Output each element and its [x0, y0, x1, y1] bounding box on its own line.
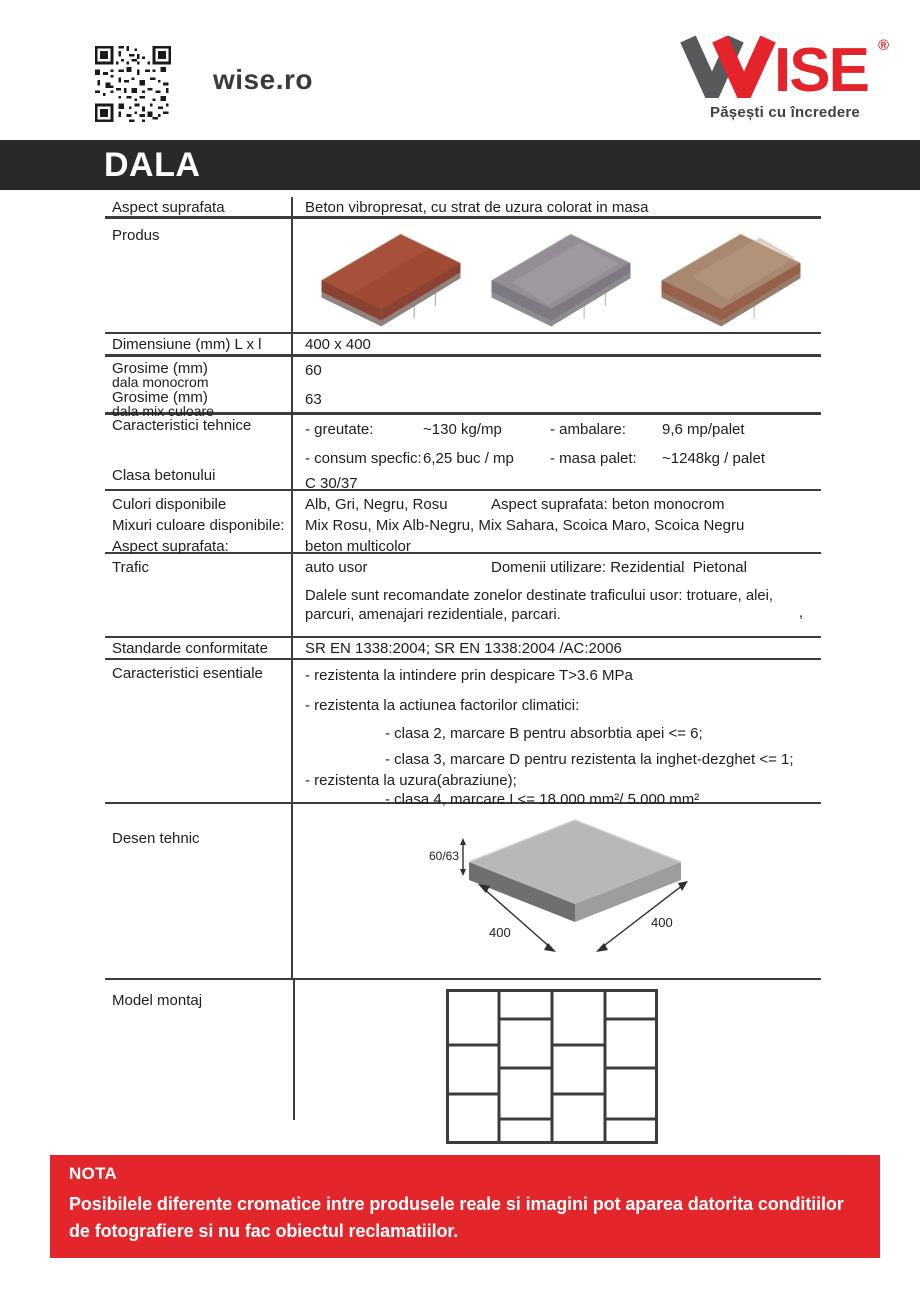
esentiale-line: - clasa 3, marcare D pentru rezistenta la inghet-dezghet <= 1;	[385, 751, 794, 768]
row-caracteristici-esentiale	[105, 660, 821, 808]
esentiale-line: - rezistenta la actiunea factorilor climatici:	[305, 697, 580, 714]
qr-code-icon	[95, 46, 171, 122]
row-culori	[105, 491, 821, 554]
spec-value: 9,6 mp/palet	[662, 421, 745, 438]
row-trafic	[105, 554, 821, 638]
grosime-monocrom-label-1: Grosime (mm)	[112, 360, 208, 377]
grosime-mix-label-1: Grosime (mm)	[112, 389, 208, 406]
product-photo-gray-tile	[481, 226, 639, 334]
aspect-label: Aspect suprafata	[105, 197, 293, 216]
product-photo-brown-tile	[651, 226, 809, 334]
grosime-monocrom-label-2: dala monocrom	[112, 374, 209, 390]
spec-value: ~130 kg/mp	[423, 421, 502, 438]
logo-ise-text: ISE	[773, 36, 868, 98]
row-grosime-monocrom	[105, 357, 821, 390]
culori-value: Alb, Gri, Negru, Rosu	[305, 496, 448, 513]
grosime-mix-value: 63	[305, 391, 322, 408]
culori-value-line	[305, 494, 821, 515]
esentiale-label: Caracteristici esentiale	[105, 660, 293, 802]
spec-table	[105, 197, 821, 1142]
montaj-label: Model montaj	[112, 992, 203, 1009]
aspect-value: Beton vibropresat, cu strat de uzura colorat in masa	[305, 199, 649, 216]
trafic-value: auto usor	[305, 559, 368, 576]
esentiale-line: - clasa 2, marcare B pentru absorbtia apei <= 6;	[385, 725, 703, 742]
row-model-montaj	[105, 980, 821, 1142]
grosime-monocrom-value: 60	[305, 362, 322, 379]
spec-key: - greutate:	[305, 421, 374, 438]
tehnice-label: Caracteristici tehnice	[112, 417, 252, 434]
technical-drawing	[423, 812, 723, 972]
page-title: DALA	[104, 145, 201, 184]
spec-key: - consum specfic:	[305, 450, 422, 467]
row-grosime-mix	[105, 386, 821, 419]
produs-label: Produs	[105, 219, 293, 332]
title-bar	[0, 140, 920, 190]
dimensiune-label: Dimensiune (mm) L x l	[105, 334, 293, 354]
mixuri-value: Mix Rosu, Mix Alb-Negru, Mix Sahara, Scoica Maro, Scoica Negru	[305, 517, 745, 534]
aspect2-label: Aspect suprafata:	[112, 538, 229, 555]
culori-extra: Aspect suprafata: beton monocrom	[491, 496, 725, 513]
spec-key: - ambalare:	[550, 421, 626, 438]
esentiale-line: - rezistenta la uzura(abraziune);	[305, 772, 517, 789]
row-desen-tehnic	[105, 804, 821, 980]
spec-value: ~1248kg / palet	[662, 450, 766, 467]
wise-logo	[675, 34, 895, 121]
trafic-value-line	[305, 556, 821, 577]
page-header	[0, 0, 920, 140]
row-dimensiune	[105, 334, 821, 357]
product-photo-red-tile	[311, 226, 469, 334]
esentiale-line: - clasa 4, marcare I <= 18.000 mm²/ 5.000 mm²	[385, 791, 700, 808]
grosime-mix-label-2: dala mix culoare	[112, 403, 214, 419]
nota-banner	[50, 1155, 880, 1258]
row-aspect-suprafata	[105, 197, 821, 219]
row-caracteristici-tehnice	[105, 415, 821, 491]
domenii-utilizare: Domenii utilizare: Rezidential Pietonal	[491, 559, 747, 576]
row-standarde	[105, 638, 821, 660]
trafic-note: Dalele sunt recomandate zonelor destinate traficului usor: trotuare, alei, parcuri, amenajari rezidentiale, parcari.	[305, 588, 774, 623]
mixuri-value-line	[305, 515, 821, 536]
trafic-label: Trafic	[105, 554, 293, 636]
tehnice-specs	[305, 417, 821, 468]
product-photos	[305, 221, 821, 334]
spec-value: 6,25 buc / mp	[423, 450, 514, 467]
dim-right-label: 400	[651, 915, 673, 930]
clasa-betonului-value: C 30/37	[305, 475, 358, 492]
website-text: wise.ro	[213, 64, 313, 95]
stray-comma-mark: ,	[798, 604, 803, 621]
standarde-label: Standarde conformitate	[105, 638, 293, 658]
spec-key: - masa palet:	[550, 450, 637, 467]
laying-pattern-diagram	[446, 989, 658, 1144]
aspect2-value: beton multicolor	[305, 538, 411, 555]
nota-text: Posibilele diferente cromatice intre produsele reale si imagini pot aparea datorita conditiilor de fotografiere si nu fac obiectul reclamatiilor.	[69, 1194, 844, 1241]
logo-tagline: Pășești cu încredere	[710, 104, 860, 121]
esentiale-line: - rezistenta la intindere prin despicare T>3.6 MPa	[305, 667, 633, 684]
mixuri-label: Mixuri culoare disponibile:	[112, 517, 285, 534]
clasa-betonului-label: Clasa betonului	[112, 467, 216, 484]
dim-left-label: 400	[489, 925, 511, 940]
row-produs	[105, 219, 821, 334]
dimensiune-value: 400 x 400	[305, 336, 371, 353]
desen-label: Desen tehnic	[105, 804, 293, 978]
nota-title: NOTA	[69, 1164, 118, 1183]
culori-label: Culori disponibile	[112, 496, 227, 513]
logo-w-red-stroke	[720, 39, 768, 92]
dim-height-label: 60/63	[428, 849, 459, 863]
standarde-value: SR EN 1338:2004; SR EN 1338:2004 /AC:2006	[305, 640, 622, 657]
logo-registered-mark: ®	[877, 37, 889, 54]
wise-logo-image	[678, 34, 893, 98]
